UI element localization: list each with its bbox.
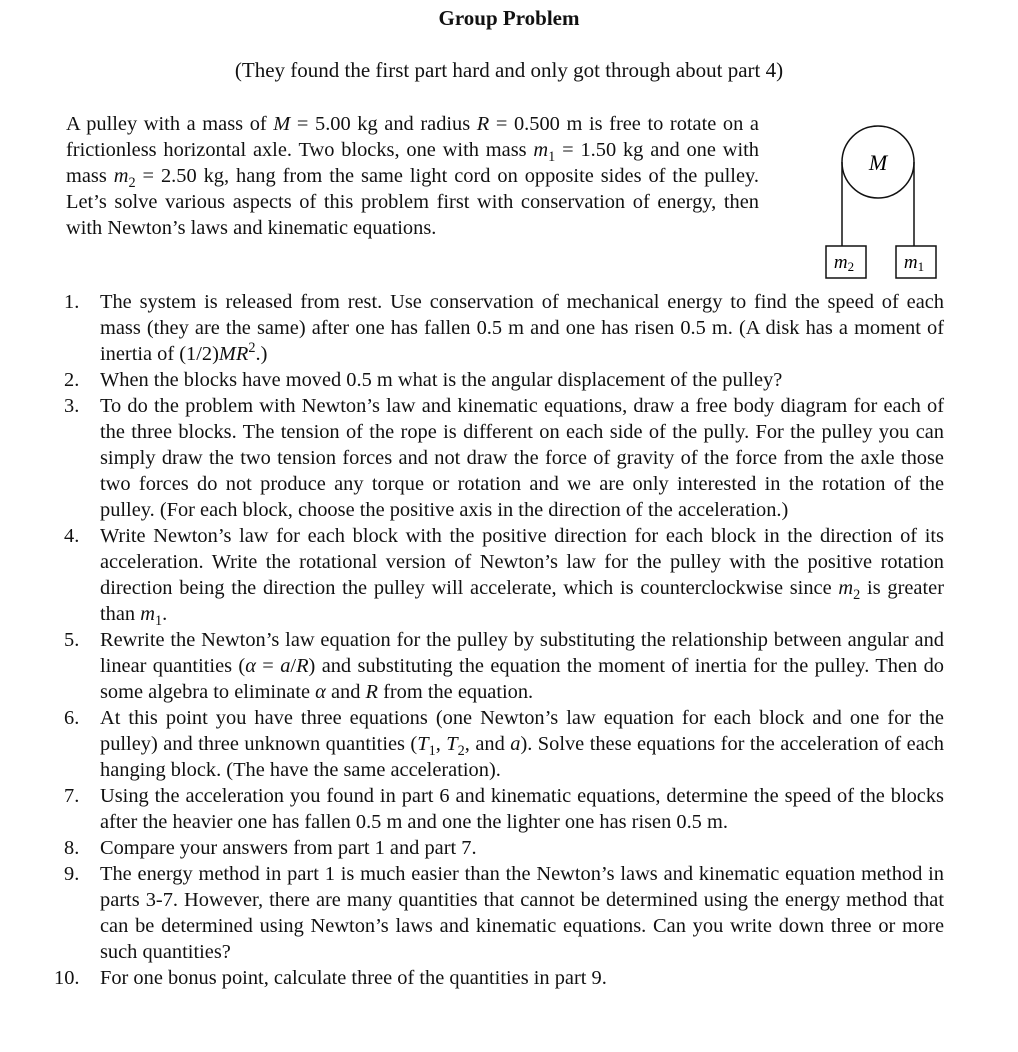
page-title: Group Problem bbox=[438, 6, 580, 30]
part-item-4: 4. Write Newton’s law for each block with the positive direction for each block in the direction of its acceleration. Write the rotational version of Newton’s law for the pulley with the positive rotation direction being the direction the pulley will accelerate, which is counterclockwise since $m_2$ is greater than $m_1$. bbox=[64, 525, 944, 630]
part-item-8: 8. Compare your answers from part 1 and part 7. bbox=[64, 837, 477, 859]
block-m2-label: m2 bbox=[833, 252, 855, 274]
block-m1-label: m1 bbox=[903, 252, 925, 274]
part-item-2: 2. When the blocks have moved 0.5 m what is the angular displacement of the pulley? bbox=[64, 369, 783, 391]
part-item-7: 7. Using the acceleration you found in part 6 and kinematic equations, determine the speed of the blocks after the heavier one has fallen 0.5 m and one the lighter one has risen 0.5 m. bbox=[64, 785, 944, 833]
part-item-6: 6. At this point you have three equations (one Newton’s law equation for each block and one for the pulley) and three unknown quantities ($T_1$, $T_2$, and a). Solve these equations for the acceleration of each hanging block. (The have the same acceleration). bbox=[64, 707, 944, 781]
problem-intro: A pulley with a mass of M = 5.00 kg and radius R = 0.500 m is free to rotate on a frictionless horizontal axle. Two blocks, one with mass $m_1 = 1.50$ kg and one with mass $m_2 = 2.50$ kg, hang from the same light cord on opposite sides of the pulley. Let’s solve various aspects of this problem first with conservation of energy, then with Newton’s laws and kinematic equations. bbox=[66, 113, 759, 239]
part-item-5: 5. Rewrite the Newton’s law equation for the pulley by substituting the relationship between angular and linear quantities (α = a/R) and substituting the equation the moment of inertia for the pulley. Then do some algebra to eliminate α and R from the equation. bbox=[64, 629, 945, 703]
part-item-9: 9. The energy method in part 1 is much easier than the Newton’s laws and kinematic equation method in parts 3-7. However, there are many quantities that cannot be determined using the energy method that can be determined using Newton’s laws and kinematic equations. Can you write down three or more such quantities? bbox=[64, 863, 944, 963]
part-item-1: 1. The system is released from rest. Use conservation of mechanical energy to find the speed of each mass (they are the same) after one has fallen 0.5 m and one has risen 0.5 m. (A disk has a moment of inertia of $(1/2)MR^2$.) bbox=[64, 291, 944, 365]
part-item-10: 10. For one bonus point, calculate three of the quantities in part 9. bbox=[54, 967, 607, 989]
pulley-mass-label: M bbox=[868, 150, 888, 175]
pulley-diagram bbox=[818, 124, 944, 284]
problem-parts-list bbox=[54, 289, 945, 991]
part-item-3: 3. To do the problem with Newton’s law and kinematic equations, draw a free body diagram for each of the three blocks. The tension of the rope is different on each side of the pully. For the pulley you can simply draw the two tension forces and not draw the force of gravity of the force from the axle those two forces do not produce any torque or rotation and we are only interested in the rotation of the pulley. (For each block, choose the positive axis in the direction of the acceleration.) bbox=[64, 395, 944, 521]
page-subtitle: (They found the first part hard and only got through about part 4) bbox=[234, 58, 784, 82]
